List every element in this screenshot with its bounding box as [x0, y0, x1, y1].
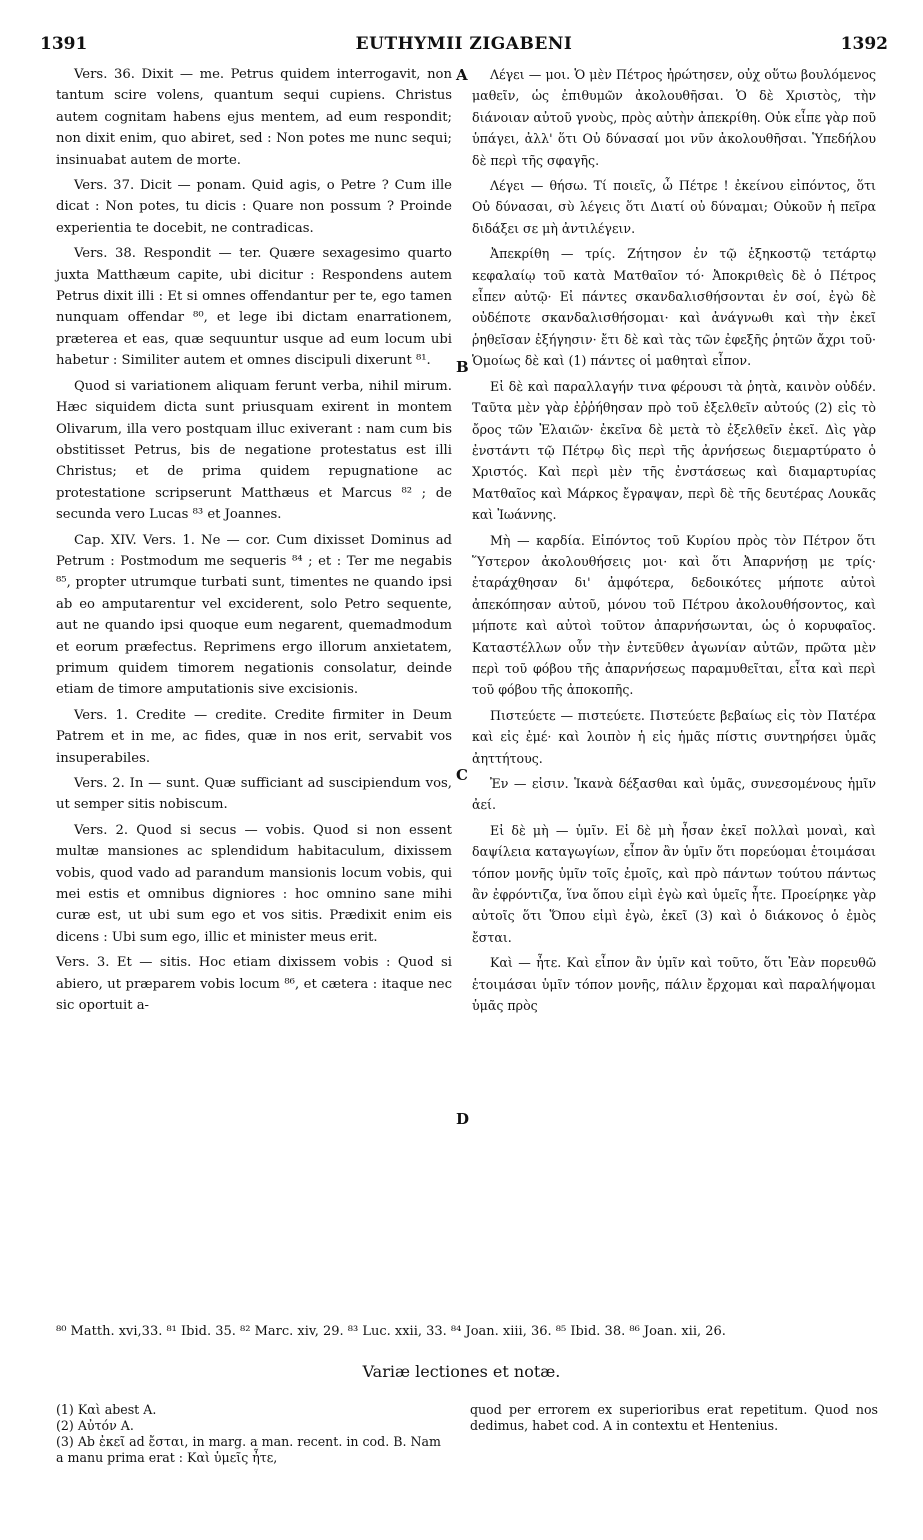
- greek-paragraph: Λέγει — θήσω. Τί ποιεῖς, ὦ Πέτρε ! ἐκείνου εἰπόντος, ὅτι Οὐ δύνασαι, σὺ λέγεις ὅτι Διατί οὐ δύναμαι; Οὐκοῦν ἡ πεῖρα διδάξει σε μὴ ἀντιλέγειν.: [472, 178, 876, 236]
- greek-paragraph: Εἰ δὲ μὴ — ὑμῖν. Εἰ δὲ μὴ ἦσαν ἐκεῖ πολλαὶ μοναὶ, καὶ δαψίλεια καταγωγίων, εἶπον ἂν ὑμῖν ὅτι πορεύομαι ἑτοιμάσαι τόπον μονῆς ὑμῖν τοῖς ἐμοῖς, καὶ πρὸ πάντων τούτου πάντως ἂν ἐφρόντιζα, ἵνα ὅπου εἰμὶ ἐγὼ καὶ ὑμεῖς ἦτε. Προείρηκε γὰρ αὐτοῖς ὅτι Ὅπου εἰμὶ ἐγὼ, ἐκεῖ (3) καὶ ὁ διάκονος ὁ ἐμὸς ἔσται.: [472, 822, 876, 945]
- greek-paragraph: Λέγει — μοι. Ὁ μὲν Πέτρος ἠρώτησεν, οὐχ οὕτω βουλόμενος μαθεῖν, ὡς ἐπιθυμῶν ἀκολουθῆσαι. Ὁ δὲ Χριστὸς, τὴν διάνοιαν αὐτοῦ γνοὺς, πρὸς αὐτὴν ἀπεκρίθη. Οὐκ εἶπε γὰρ ποῦ ὑπάγει, ἀλλ' ὅτι Οὐ δύνασαί μοι νῦν ἀκολουθῆσαι. Ὑπεδήλου δὲ περὶ τῆς σφαγῆς.: [472, 67, 876, 168]
- greek-paragraph: Πιστεύετε — πιστεύετε. Πιστεύετε βεβαίως εἰς τὸν Πατέρα καὶ εἰς ἐμέ· καὶ λοιπὸν ἡ εἰς ἡμᾶς πίστις συντηρήσει ὑμᾶς ἀηττήτους.: [472, 707, 876, 766]
- notes-right-column: [470, 1402, 878, 1434]
- latin-paragraph: Vers. 37. Dicit — ponam. Quid agis, o Petre ? Cum ille dicat : Non potes, tu dicis : Quare non possum ? Proinde experientia te docebit, ne contradicas.: [56, 178, 452, 236]
- section-letter-a: A: [456, 66, 468, 84]
- textual-note: (1) Καὶ abest A.: [56, 1402, 157, 1417]
- latin-paragraph: Quod si variationem aliquam ferunt verba, nihil mirum. Hæc siquidem dicta sunt priusquam exirent in montem Olivarum, illa vero postquam illuc exiverant : nam cum bis obstitisset Petrus, bis de negatione protestatus est illi Christus; et de prima quidem repugnatione ac protestatione scripserunt Matthæus et Marcus ⁸² ; de secunda vero Lucas ⁸³ et Joannes.: [56, 378, 452, 523]
- latin-paragraph: Vers. 1. Credite — credite. Credite firmiter in Deum Patrem et in me, ac fides, quæ in nos erit, servabit vos insuperabiles.: [56, 707, 452, 766]
- greek-paragraph: Καὶ — ἦτε. Καὶ εἶπον ἂν ὑμῖν καὶ τοῦτο, ὅτι Ἐὰν πορευθῶ ἑτοιμάσαι ὑμῖν τόπον μονῆς, πάλιν ἔρχομαι καὶ παραλήψομαι ὑμᾶς πρὸς: [472, 955, 876, 1014]
- notes-left-column: [56, 1402, 448, 1466]
- textual-note: (3) Ab ἐκεῖ ad ἔσται, in marg. a man. recent. in cod. B. Nam a manu prima erat : Καὶ ὑμεῖς ἦτε,: [56, 1434, 441, 1465]
- greek-paragraph: Ἀπεκρίθη — τρίς. Ζήτησον ἐν τῷ ἑξηκοστῷ τετάρτῳ κεφαλαίῳ τοῦ κατὰ Ματθαῖον τό· Ἀποκριθεὶς δὲ ὁ Πέτρος εἶπεν αὐτῷ· Εἰ πάντες σκανδαλισθήσονται ἐν σοί, ἐγὼ δὲ οὐδέποτε σκανδαλισθήσομαι· καὶ ἀνάγνωθι καὶ τὴν ἐκεῖ ῥηθεῖσαν ἐξήγησιν· ἔτι δὲ καὶ τὰς τῶν ἐφεξῆς ῥητῶν ἄχρι τοῦ· Ὁμοίως δὲ καὶ (1) πάντες οἱ μαθηταὶ εἶπον.: [472, 246, 876, 369]
- footnote-references: ⁸⁰ Matth. xvi,33. ⁸¹ Ibid. 35. ⁸² Marc. xiv, 29. ⁸³ Luc. xxii, 33. ⁸⁴ Joan. xiii, 36. ⁸⁵ Ibid. 38. ⁸⁶ Joan. xii, 26.: [56, 1324, 726, 1339]
- variae-lectiones-title: Variæ lectiones et notæ.: [362, 1362, 561, 1381]
- textual-note: quod per errorem ex superioribus erat repetitum. Quod nos dedimus, habet cod. A in contextu et Hentenius.: [470, 1402, 878, 1433]
- section-letter-c: C: [456, 766, 468, 784]
- latin-paragraph: Vers. 3. Et — sitis. Hoc etiam dixissem vobis : Quod si abiero, ut præparem vobis locum ⁸⁶, et cætera : itaque nec sic oportuit a-: [56, 955, 452, 1014]
- latin-paragraph: Vers. 2. In — sunt. Quæ sufficiant ad suscipiendum vos, ut semper sitis nobiscum.: [56, 776, 452, 813]
- page-number-right: 1392: [840, 34, 888, 54]
- latin-paragraph: Vers. 38. Respondit — ter. Quære sexagesimo quarto juxta Matthæum capite, ubi dicitur : Respondens autem Petrus dixit illi : Et si omnes offendantur per te, ego tamen nunquam offendar ⁸⁰, et lege ibi dictam enarrationem, præterea et eas, quæ sequuntur usque ad eum locum ubi habetur : Similiter autem et omnes discipuli dixerunt ⁸¹.: [56, 246, 452, 369]
- section-letter-b: B: [456, 358, 469, 376]
- latin-paragraph: Vers. 36. Dixit — me. Petrus quidem interrogavit, non tantum scire volens, quantum sequi cupiens. Christus autem cognitam habens ejus mentem, ad eum respondit; non dixit enim, quo abiret, sed : Non potes me nunc sequi; insinuabat autem de morte.: [56, 67, 452, 168]
- section-letter-d: D: [456, 1110, 470, 1128]
- textual-note: (2) Αὐτόν A.: [56, 1418, 134, 1433]
- greek-paragraph: Εἰ δὲ καὶ παραλλαγήν τινα φέρουσι τὰ ῥητὰ, καινὸν οὐδέν. Ταῦτα μὲν γὰρ ἐῤῥήθησαν πρὸ τοῦ ἐξελθεῖν αὐτούς (2) εἰς τὸ ὄρος τῶν Ἐλαιῶν· ἐκεῖνα δὲ μετὰ τὸ ἐξελθεῖν ἐκεῖ. Δὶς γὰρ ἐνστάντι τῷ Πέτρῳ δὶς περὶ τῆς ἀρνήσεως διεμαρτύρατο ὁ Χριστός. Καὶ περὶ μὲν τῆς ἐνστάσεως καὶ διαμαρτυρίας Ματθαῖος καὶ Μάρκος ἔγραψαν, περὶ δὲ τῆς δευτέρας Λουκᾶς καὶ Ἰωάννης.: [472, 378, 876, 523]
- page-number-left: 1391: [40, 34, 88, 54]
- page-header: [40, 34, 888, 60]
- latin-paragraph: Cap. XIV. Vers. 1. Ne — cor. Cum dixisset Dominus ad Petrum : Postmodum me sequeris ⁸⁴ ; et : Ter me negabis ⁸⁵, propter utrumque turbati sunt, timentes ne quando ipsi ab eo amputarentur vel exciderent, solo Petro sequente, aut ne quando ipsi quoque eum negarent, quemadmodum et eorum præfectus. Reprimens ergo illorum anxietatem, primum quidem timorem negationis consolatur, deinde etiam de timore amputationis sive excisionis.: [56, 532, 452, 698]
- latin-paragraph: Vers. 2. Quod si secus — vobis. Quod si non essent multæ mansiones ac splendidum habitaculum, dixissem vobis, quod vado ad parandum mansionis locum vobis, qui mei estis et omnibus digniores : hoc omnino sane mihi curæ est, ut ubi sum ego et vos sitis. Prædixit enim eis dicens : Ubi sum ego, illic et minister meus erit.: [56, 822, 452, 945]
- running-title: EUTHYMII ZIGABENI: [355, 34, 573, 54]
- greek-paragraph: Ἐν — εἰσιν. Ἱκανὰ δέξασθαι καὶ ὑμᾶς, συνεσομένους ἡμῖν ἀεί.: [472, 776, 876, 813]
- greek-column: [472, 64, 876, 1020]
- latin-column: [56, 64, 452, 1020]
- greek-paragraph: Μὴ — καρδία. Εἰπόντος τοῦ Κυρίου πρὸς τὸν Πέτρον ὅτι Ὕστερον ἀκολουθήσεις μοι· καὶ ὅτι Ἀπαρνήσῃ με τρίς· ἐταράχθησαν δι' ἀμφότερα, δεδοικότες μήποτε αὐτοὶ ἀπεκόπησαν αὐτοῦ, μόνου τοῦ Πέτρου ἀκολουθήσοντος, καὶ μήποτε καὶ αὐτοὶ τοῦτον ἀπαρνήσωνται, ὡς ὁ κορυφαῖος. Καταστέλλων οὖν τὴν ἐντεῦθεν ἀγωνίαν αὐτῶν, πρῶτα μὲν περὶ τοῦ φόβου τῆς ἀπαρνήσεως παραμυθεῖται, εἶτα καὶ περὶ τοῦ φόβου τῆς ἀποκοπῆς.: [472, 532, 876, 698]
